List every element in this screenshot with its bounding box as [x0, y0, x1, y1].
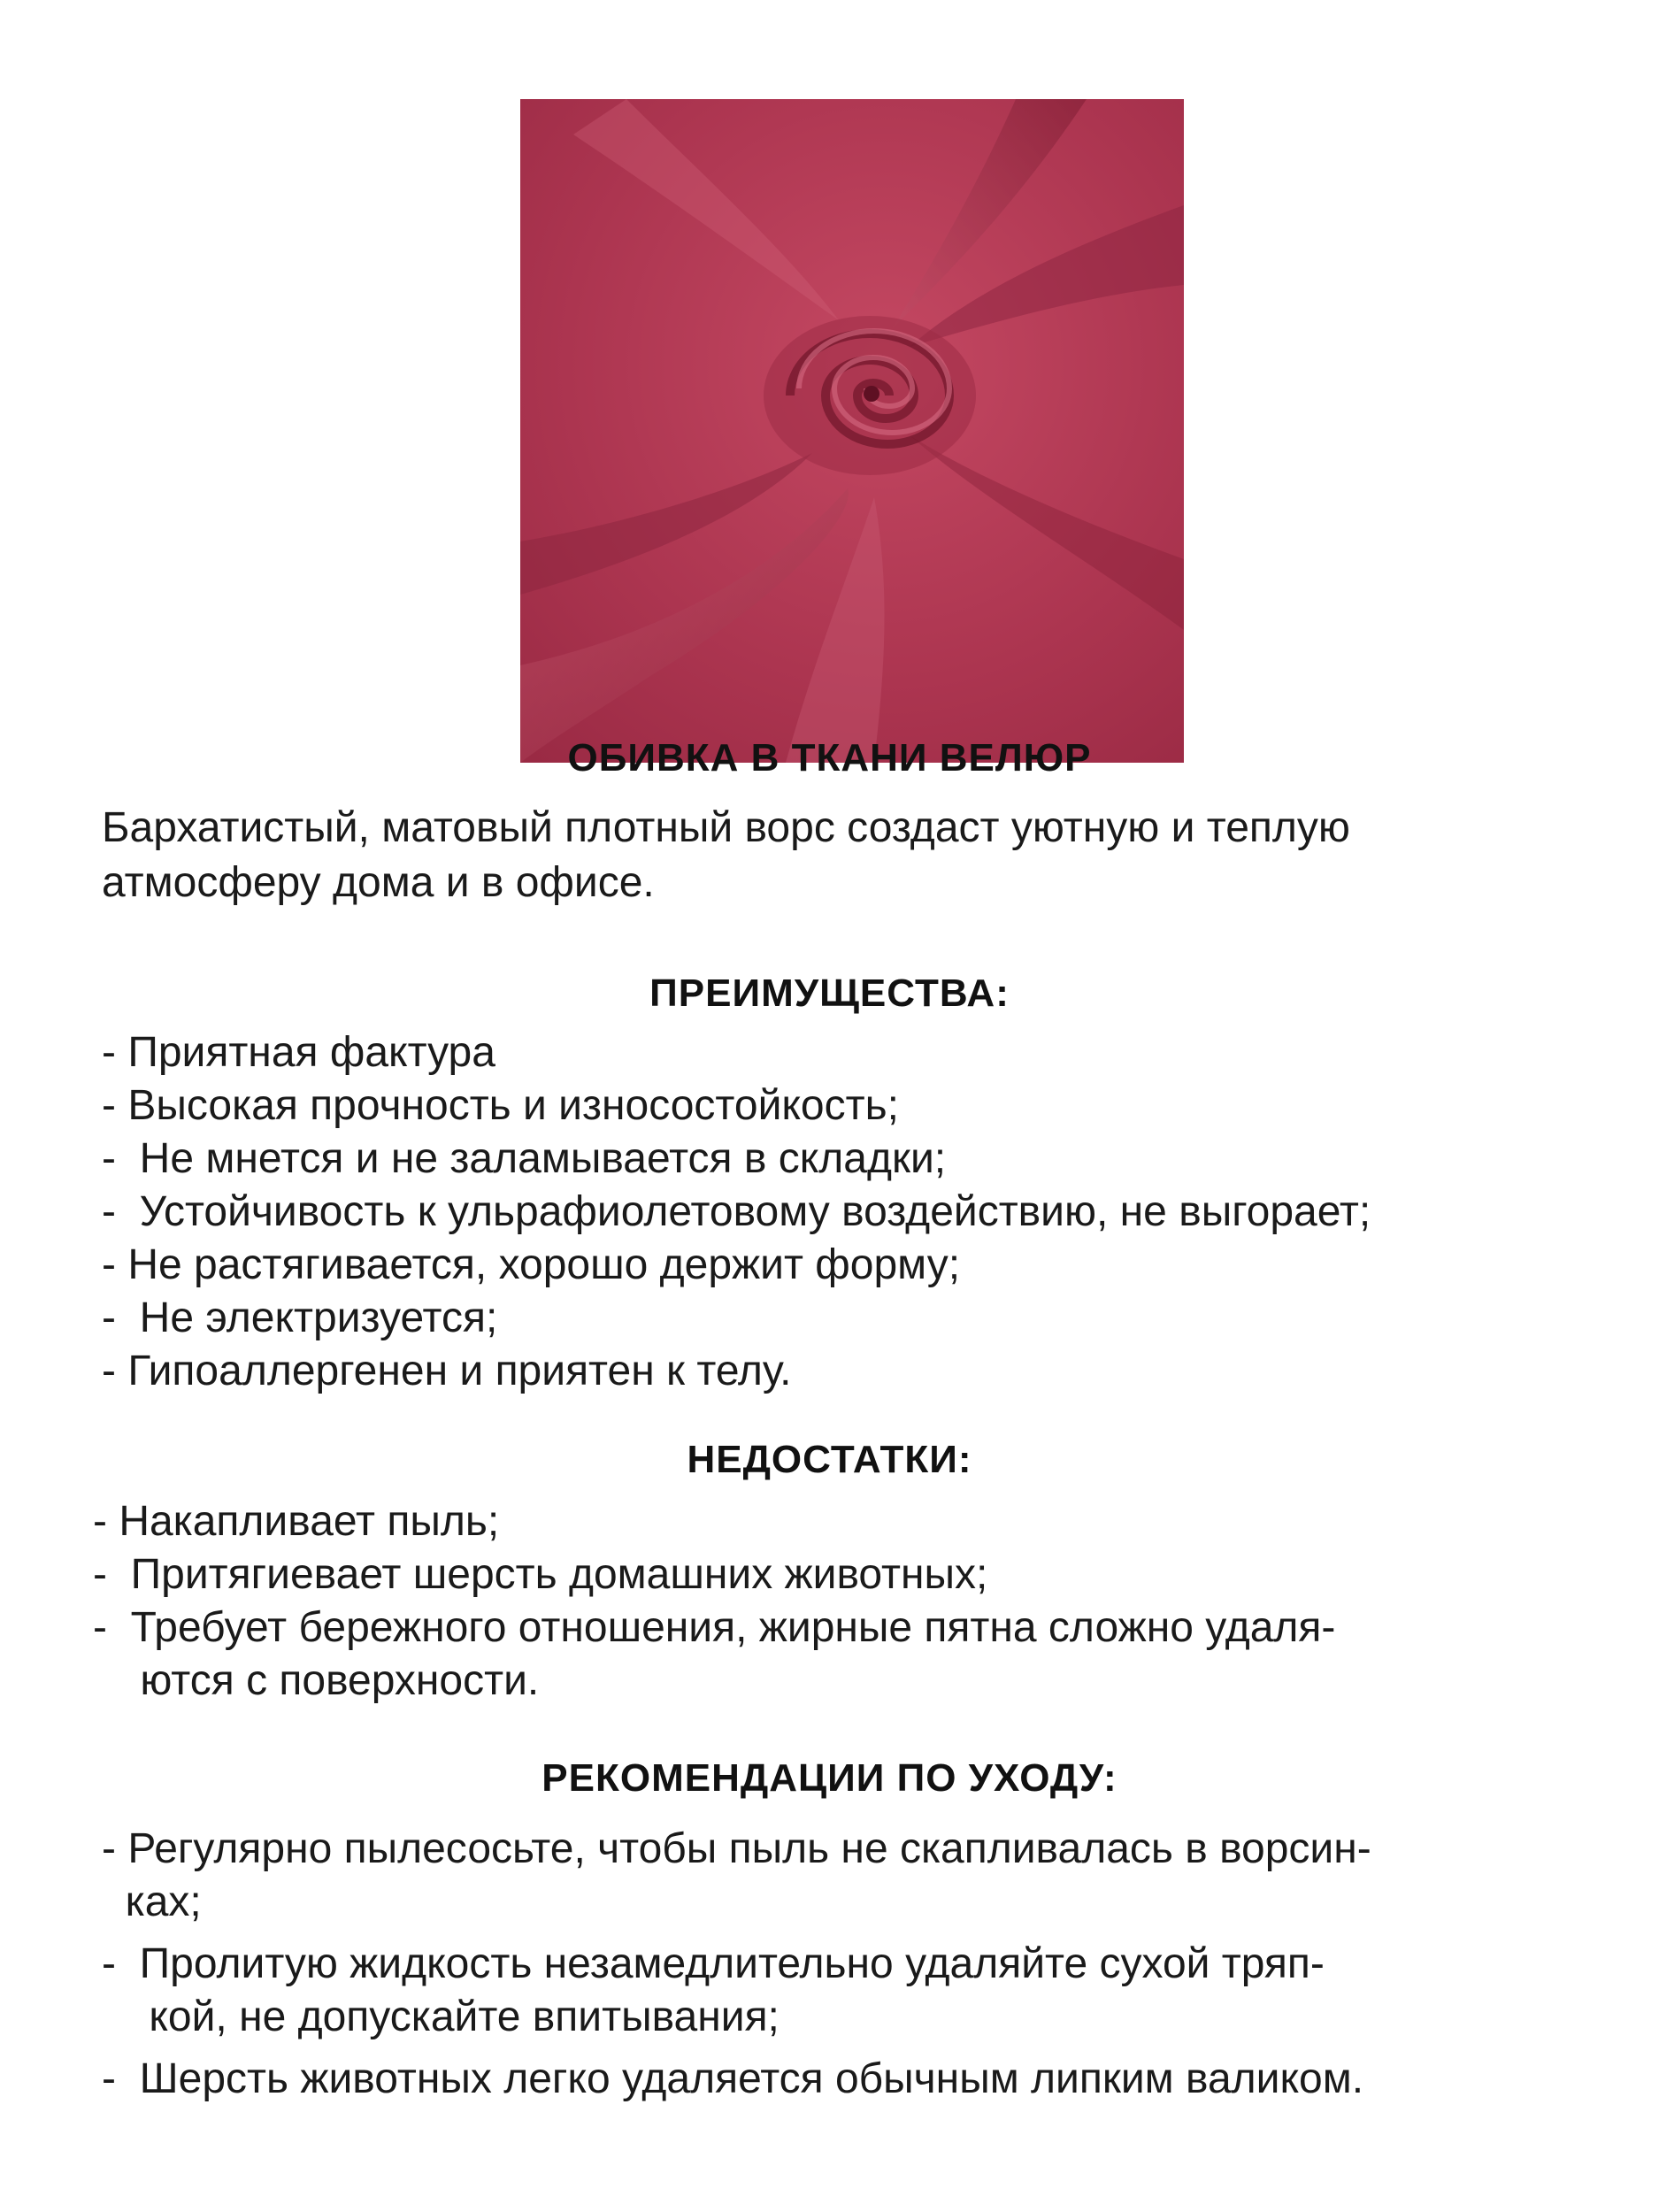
care-title: РЕКОМЕНДАЦИИ ПО УХОДУ: [541, 1756, 1118, 1800]
intro-line-1: Бархатистый, матовый плотный ворс создаст уютную и теплую [102, 804, 1350, 851]
disadvantage-item: - Накапливает пыль; [93, 1498, 500, 1545]
care-item: - Регулярно пылесосьте, чтобы пыль не скапливалась в ворсин- [102, 1825, 1371, 1872]
advantage-item: - Не растягивается, хорошо держит форму; [102, 1241, 961, 1288]
advantage-item: - Высокая прочность и износостойкость; [102, 1082, 899, 1129]
advantage-item: - Не мнется и не заламывается в складки; [102, 1135, 947, 1182]
velour-fabric-image [520, 99, 1184, 763]
care-item-continued: ках; [102, 1878, 202, 1925]
page-title: ОБИВКА В ТКАНИ ВЕЛЮР [567, 736, 1092, 780]
intro-line-2: атмосферу дома и в офисе. [102, 859, 655, 906]
care-item-continued: кой, не допускайте впитывания; [102, 1993, 780, 2040]
advantage-item: - Приятная фактура [102, 1029, 495, 1076]
advantage-item: - Не электризуется; [102, 1294, 498, 1341]
disadvantage-item: - Требует бережного отношения, жирные пятна сложно удаля- [93, 1604, 1336, 1651]
advantages-title: ПРЕИМУЩЕСТВА: [649, 972, 1010, 1015]
fabric-swirl-graphic [520, 99, 1184, 763]
disadvantages-title: НЕДОСТАТКИ: [687, 1438, 972, 1481]
advantage-item: - Гипоаллергенен и приятен к телу. [102, 1348, 792, 1394]
advantage-item: - Устойчивость к ульрафиолетовому воздействию, не выгорает; [102, 1188, 1371, 1235]
disadvantage-item: - Притягиевает шерсть домашних животных; [93, 1551, 988, 1598]
care-item: - Шерсть животных легко удаляется обычным липким валиком. [102, 2055, 1364, 2102]
intro-paragraph [102, 801, 1606, 910]
disadvantage-item-continued: ются с поверхности. [93, 1657, 540, 1704]
care-item: - Пролитую жидкость незамедлительно удаляйте сухой тряп- [102, 1940, 1325, 1987]
